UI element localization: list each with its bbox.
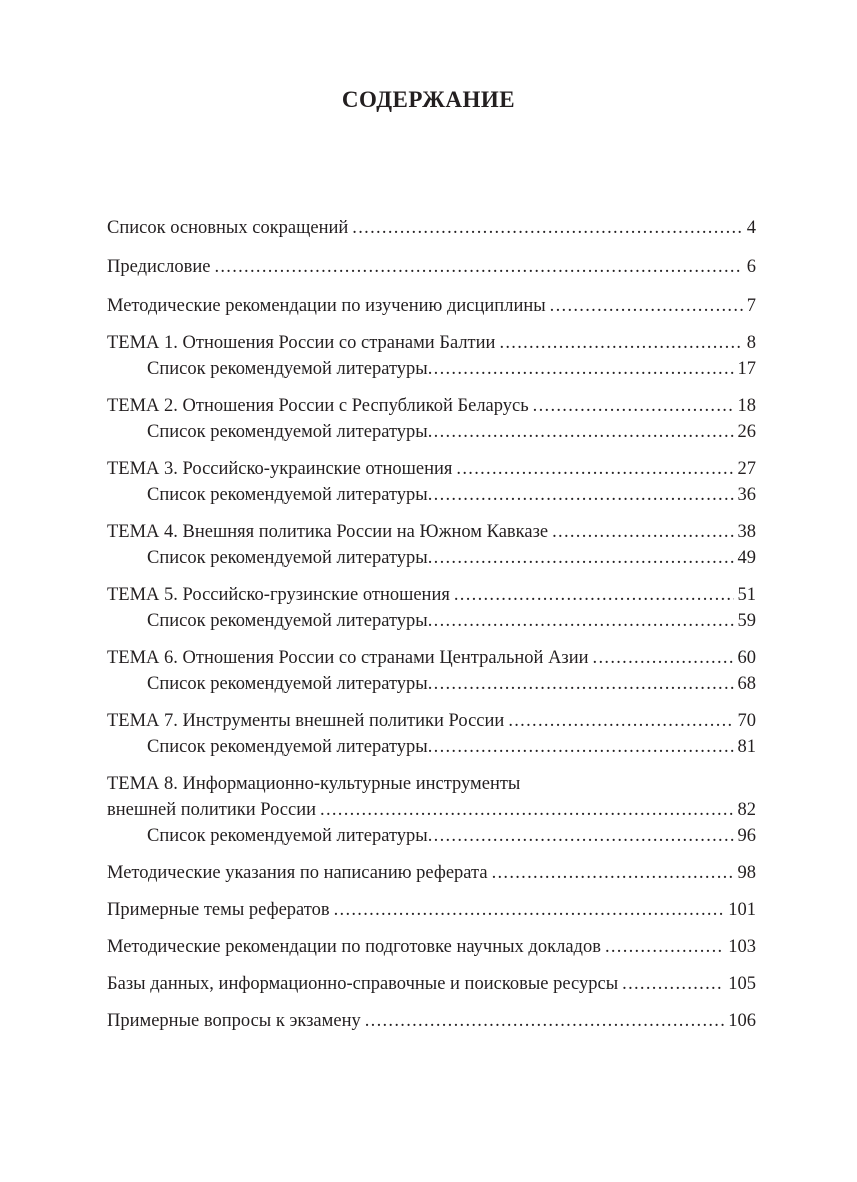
toc-page-number: 70 [737,711,756,731]
toc-page-number: 18 [737,396,756,416]
toc-entry-topic-7-literature[interactable] [107,734,756,760]
toc-page-number: 36 [737,485,756,505]
leader-dots [552,519,733,545]
leader-dots [428,734,734,760]
toc-entry-label: ТЕМА 4. Внешняя политика России на Южном Кавказе [107,522,549,542]
leader-dots [428,545,734,571]
toc-page-number: 105 [728,974,756,994]
toc-entry-label: Предисловие [107,257,211,277]
toc-entry-label: Список рекомендуемой литературы [147,548,428,568]
toc-entry-label: ТЕМА 6. Отношения России со странами Центральной Азии [107,648,589,668]
leader-dots [499,330,742,356]
toc-entry-label: Список рекомендуемой литературы [147,674,428,694]
toc-entry-label: ТЕМА 2. Отношения России с Республикой Беларусь [107,396,529,416]
leader-dots [593,645,734,671]
toc-entry-essay-guidelines[interactable] [107,860,756,886]
leader-dots [550,293,743,319]
leader-dots [428,419,734,445]
leader-dots [428,608,734,634]
toc-entry-topic-5-literature[interactable] [107,608,756,634]
toc-page-number: 6 [746,257,756,277]
toc-entry-label: ТЕМА 7. Инструменты внешней политики России [107,711,505,731]
table-of-contents [107,215,756,1034]
toc-entry-report-recs[interactable] [107,934,756,960]
toc-entry-label: Примерные темы рефератов [107,900,330,920]
toc-entry-label: Список рекомендуемой литературы [147,359,428,379]
toc-entry-label: Методические рекомендации по изучению дисциплины [107,296,546,316]
toc-entry-preface[interactable] [107,254,756,280]
leader-dots [622,971,724,997]
toc-page-number: 68 [737,674,756,694]
leader-dots [492,860,734,886]
toc-entry-topic-1[interactable] [107,330,756,356]
toc-entry-label: Список рекомендуемой литературы [147,737,428,757]
toc-page-number: 101 [728,900,756,920]
toc-entry-topic-6[interactable] [107,645,756,671]
toc-page-number: 60 [737,648,756,668]
toc-page-number: 26 [737,422,756,442]
toc-page-number: 51 [737,585,756,605]
toc-entry-label: Список рекомендуемой литературы [147,826,428,846]
leader-dots [320,797,733,823]
toc-entry-essay-topics[interactable] [107,897,756,923]
toc-page-number: 17 [737,359,756,379]
toc-page-number: 96 [737,826,756,846]
toc-entry-topic-4[interactable] [107,519,756,545]
leader-dots [533,393,734,419]
toc-entry-topic-8[interactable] [107,797,756,823]
toc-entry-topic-8-literature[interactable] [107,823,756,849]
leader-dots [428,356,734,382]
toc-page-number: 82 [737,800,756,820]
leader-dots [352,215,742,241]
toc-entry-label: Базы данных, информационно-справочные и поисковые ресурсы [107,974,619,994]
toc-page-number: 4 [746,218,756,238]
toc-page-number: 59 [737,611,756,631]
leader-dots [428,671,734,697]
toc-entry-label: Примерные вопросы к экзамену [107,1011,361,1031]
toc-entry-label: ТЕМА 5. Российско-грузинские отношения [107,585,450,605]
toc-page-number: 98 [737,863,756,883]
toc-entry-label: внешней политики России [107,800,317,820]
toc-entry-method-recs[interactable] [107,293,756,319]
toc-page-number: 81 [737,737,756,757]
toc-entry-abbreviations[interactable] [107,215,756,241]
toc-entry-label: Список основных сокращений [107,218,349,238]
toc-entry-topic-5[interactable] [107,582,756,608]
leader-dots [456,456,733,482]
toc-entry-topic-6-literature[interactable] [107,671,756,697]
toc-page-number: 106 [728,1011,756,1031]
toc-page-number: 49 [737,548,756,568]
toc-entry-topic-2[interactable] [107,393,756,419]
toc-entry-label: Методические рекомендации по подготовке научных докладов [107,937,601,957]
leader-dots [454,582,734,608]
toc-entry-topic-2-literature[interactable] [107,419,756,445]
toc-entry-topic-3[interactable] [107,456,756,482]
leader-dots [334,897,725,923]
toc-entry-label: Список рекомендуемой литературы [147,422,428,442]
toc-entry-exam-questions[interactable] [107,1008,756,1034]
toc-page-number: 7 [746,296,756,316]
leader-dots [214,254,742,280]
toc-entry-label: ТЕМА 1. Отношения России со странами Балтии [107,333,496,353]
leader-dots [365,1008,725,1034]
toc-page-number: 103 [728,937,756,957]
toc-page-number: 38 [737,522,756,542]
toc-entry-topic-4-literature[interactable] [107,545,756,571]
toc-entry-label: Методические указания по написанию реферата [107,863,488,883]
toc-entry-topic-7[interactable] [107,708,756,734]
page-title: СОДЕРЖАНИЕ [341,87,516,112]
toc-page-number: 27 [737,459,756,479]
leader-dots [605,934,724,960]
toc-entry-databases[interactable] [107,971,756,997]
toc-entry-label: Список рекомендуемой литературы [147,485,428,505]
toc-page-number: 8 [746,333,756,353]
toc-entry-label: Список рекомендуемой литературы [147,611,428,631]
toc-entry-topic-3-literature[interactable] [107,482,756,508]
toc-entry-topic-8-line-1[interactable]: ТЕМА 8. Информационно-культурные инструменты [107,774,521,794]
toc-entry-topic-1-literature[interactable] [107,356,756,382]
leader-dots [428,482,734,508]
toc-entry-label: ТЕМА 3. Российско-украинские отношения [107,459,453,479]
leader-dots [508,708,733,734]
leader-dots [428,823,734,849]
